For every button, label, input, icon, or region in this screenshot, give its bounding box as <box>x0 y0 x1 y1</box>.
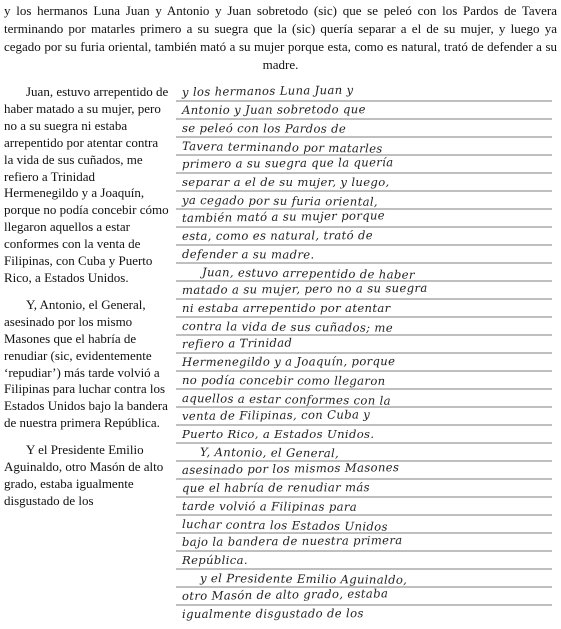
manuscript-line-text: ya cegado por su furia oriental, <box>181 193 379 209</box>
manuscript-line-text: aquellos a estar conformes con la <box>181 391 392 408</box>
manuscript-line-text: y los hermanos Luna Juan y <box>181 82 354 99</box>
manuscript-line-text: bajo la bandera de nuestra primera <box>181 533 403 549</box>
left-column-text <box>4 84 169 520</box>
paragraph-aguinaldo: Y el Presidente Emilio Aguinaldo, otro Masón de alto grado, estaba igualmente disgustado de los <box>4 442 164 508</box>
manuscript-line-text: ni estaba arrepentido por atentar <box>182 301 391 315</box>
manuscript-line-text: asesinado por los mismos Masones <box>181 460 400 477</box>
handwritten-manuscript <box>172 80 556 620</box>
manuscript-line-text: otro Masón de alto grado, estaba <box>181 586 389 603</box>
manuscript-line-text: y el Presidente Emilio Aguinaldo, <box>199 571 408 587</box>
paragraph-antonio: Y, Antonio, el General, asesinado por los mismo Masones que el habría de renudiar (sic, evidentemente ‘repudiar’) más tarde volvió a Filipinas para luchar contra los Estados Unidos bajo la bandera de nuestra primera República. <box>4 296 168 431</box>
manuscript-line-text: igualmente disgustado de los <box>181 606 364 621</box>
manuscript-line-text: esta, como es natural, trató de <box>181 228 374 243</box>
manuscript-line-text: Y, Antonio, el General, <box>199 445 340 461</box>
top-paragraph: y los hermanos Luna Juan y Antonio y Juan sobretodo (sic) que se peleó con los Pardos de Tavera terminando por matarles primero a su suegra que la (sic) quería separar a el de su mujer, y luego ya cegado por su furia oriental, también mató a su mujer porque esta, como es natural, trató de defender a su madre. <box>4 3 557 72</box>
manuscript-line-text: Antonio y Juan sobretodo que <box>181 102 366 117</box>
manuscript-line-text: luchar contra los Estados Unidos <box>181 517 388 534</box>
manuscript-line-text: venta de Filipinas, con Cuba y <box>181 407 371 423</box>
manuscript-line-text: tarde volvió a Filipinas para <box>181 499 358 514</box>
manuscript-line-text: República. <box>182 553 248 567</box>
manuscript-line-text: primero a su suegra que la quería <box>181 155 394 171</box>
manuscript-line-text: Tavera terminando por matarles <box>181 139 383 156</box>
manuscript-line <box>172 607 556 629</box>
manuscript-line-text: defender a su madre. <box>181 247 315 262</box>
manuscript-line-text: separar a el de su mujer, y luego, <box>182 175 390 189</box>
manuscript-line-text: que el habría de renudiar más <box>181 480 370 495</box>
manuscript-line-text: Juan, estuvo arrepentido de haber <box>201 265 415 282</box>
manuscript-line-text: refiero a Trinidad <box>181 335 293 351</box>
paragraph-juan: Juan, estuvo arrepentido de haber matado a su mujer, pero no a su suegra ni estaba arrepentido por atentar contra la vida de sus cuñados, me refiero a Trinidad Hermenegildo y a Joaquín, porque no podía concebir cómo llegaron aquellos a estar conformes con la venta de Filipinas, con Cuba y Puerto Rico, a Estados Unidos. <box>4 84 169 285</box>
manuscript-line-text: no podía concebir como llegaron <box>181 373 386 388</box>
manuscript-line-text: contra la vida de sus cuñados; me <box>181 319 394 335</box>
manuscript-line-text: se peleó con los Pardos de <box>181 121 347 136</box>
manuscript-line-text: también mató a su mujer porque <box>181 208 386 225</box>
manuscript-line-text: Puerto Rico, a Estados Unidos. <box>182 427 375 441</box>
manuscript-line-text: Hermenegildo y a Joaquín, porque <box>181 354 396 369</box>
manuscript-line-text: matado a su mujer, pero no a su suegra <box>181 280 428 297</box>
